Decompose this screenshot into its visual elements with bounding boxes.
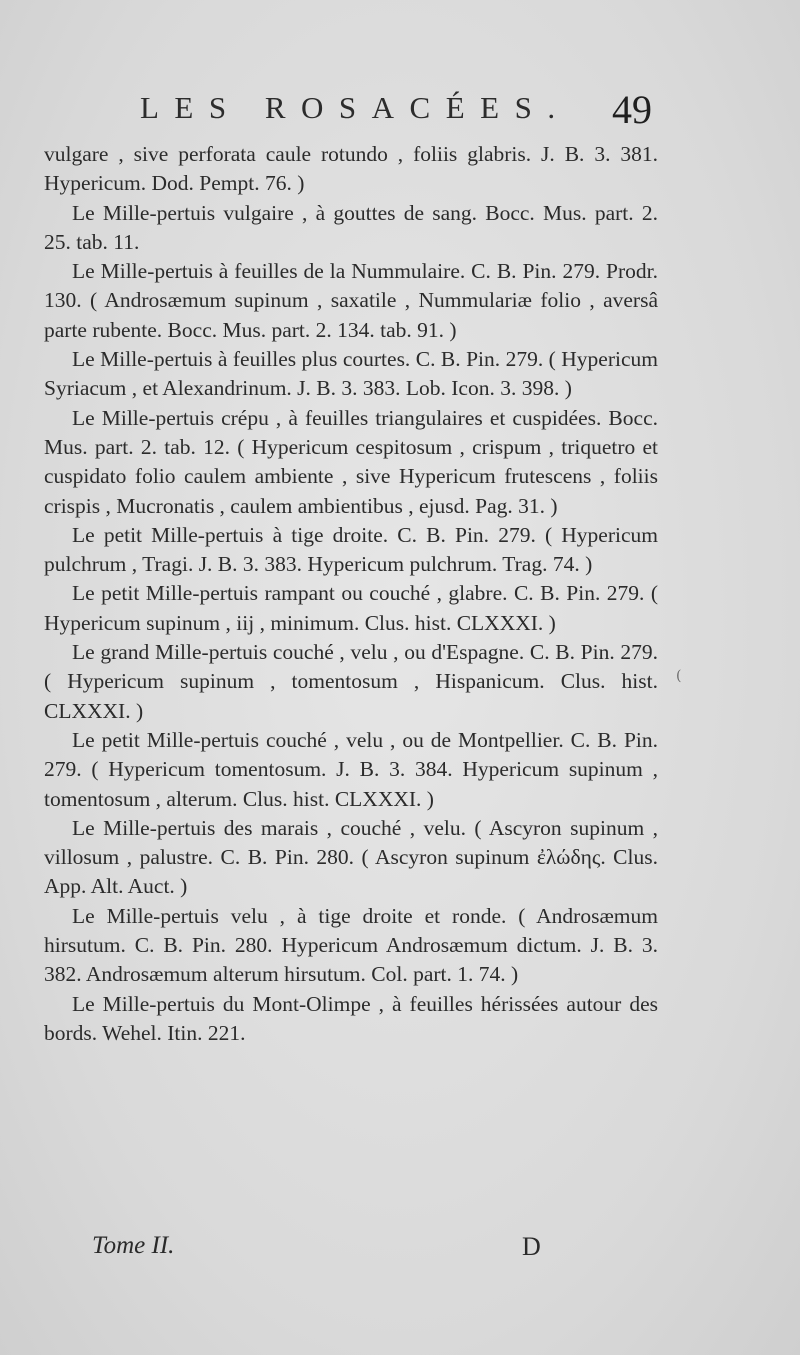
margin-mark: ( (676, 668, 682, 684)
entry-mille-pertuis-crepu: Le Mille-pertuis crépu , à feuilles triangulaires et cuspidées. Bocc. Mus. part. 2. tab. 12. ( Hypericum cespitosum , crispum , triquetro et cuspidato folio caulem ambiente , sive Hypericum frutescens , foliis crispis , Mucronatis , caulem ambientibus , ejusd. Pag. 31. ) (44, 405, 658, 518)
entry-mille-pertuis-nummulaire: Le Mille-pertuis à feuilles de la Nummulaire. C. B. Pin. 279. Prodr. 130. ( Androsæmum supinum , saxatile , Nummulariæ folio , aversâ parte rubente. Bocc. Mus. part. 2. 134. tab. 91. ) (44, 259, 658, 342)
entry-grand-mille-pertuis-couche: Le grand Mille-pertuis couché , velu , ou d'Espagne. C. B. Pin. 279. ( Hypericum supinum , tomentosum , Hispanicum. Clus. hist. CLXXXI. ) (44, 640, 658, 723)
volume-label: Tome II. (92, 1232, 175, 1259)
entry-petit-mille-pertuis-rampant: Le petit Mille-pertuis rampant ou couché , glabre. C. B. Pin. 279. ( Hypericum supinum , iij , minimum. Clus. hist. CLXXXI. ) (44, 581, 658, 635)
entry-mille-pertuis-vulgaire: Le Mille-pertuis vulgaire , à gouttes de sang. Bocc. Mus. part. 2. 25. tab. 11. (44, 200, 658, 254)
entry-petit-mille-pertuis-montpellier: Le petit Mille-pertuis couché , velu , ou de Montpellier. C. B. Pin. 279. ( Hypericum tomentosum. J. B. 3. 384. Hypericum supinum , tomentosum , alterum. Clus. hist. CLXXXI. ) (44, 727, 658, 811)
entry-petit-mille-pertuis-tige-droite: Le petit Mille-pertuis à tige droite. C. B. Pin. 279. ( Hypericum pulchrum , Tragi. J. B. 3. 383. Hypericum pulchrum. Trag. 74. ) (44, 522, 658, 577)
running-title: LES ROSACÉES. (140, 90, 571, 125)
entry-mille-pertuis-velu: Le Mille-pertuis velu , à tige droite et ronde. ( Androsæmum hirsutum. C. B. Pin. 280. Hypericum Androsæmum dictum. J. B. 3. 382. Androsæmum alterum hirsutum. Col. part. 1. 74. ) (44, 903, 658, 987)
body-text (44, 140, 658, 1048)
page-number: 49 (612, 87, 652, 132)
entry-mille-pertuis-mont-olimpe: Le Mille-pertuis du Mont-Olimpe , à feuilles hérissées autour des bords. Wehel. Itin. 221. (44, 991, 658, 1045)
entry-mille-pertuis-marais: Le Mille-pertuis des marais , couché , velu. ( Ascyron supinum , villosum , palustre. C. B. Pin. 280. ( Ascyron supinum ἐλώδης. Clus. App. Alt. Auct. ) (44, 815, 658, 899)
entry-continuation: vulgare , sive perforata caule rotundo , foliis glabris. J. B. 3. 381. Hypericum. Dod. Pempt. 76. ) (44, 142, 658, 196)
entry-mille-pertuis-feuilles-courtes: Le Mille-pertuis à feuilles plus courtes. C. B. Pin. 279. ( Hypericum Syriacum , et Alexandrinum. J. B. 3. 383. Lob. Icon. 3. 398. ) (44, 347, 658, 401)
page-footer (0, 1232, 800, 1268)
page-header (0, 86, 800, 132)
signature-mark: D (522, 1232, 541, 1261)
